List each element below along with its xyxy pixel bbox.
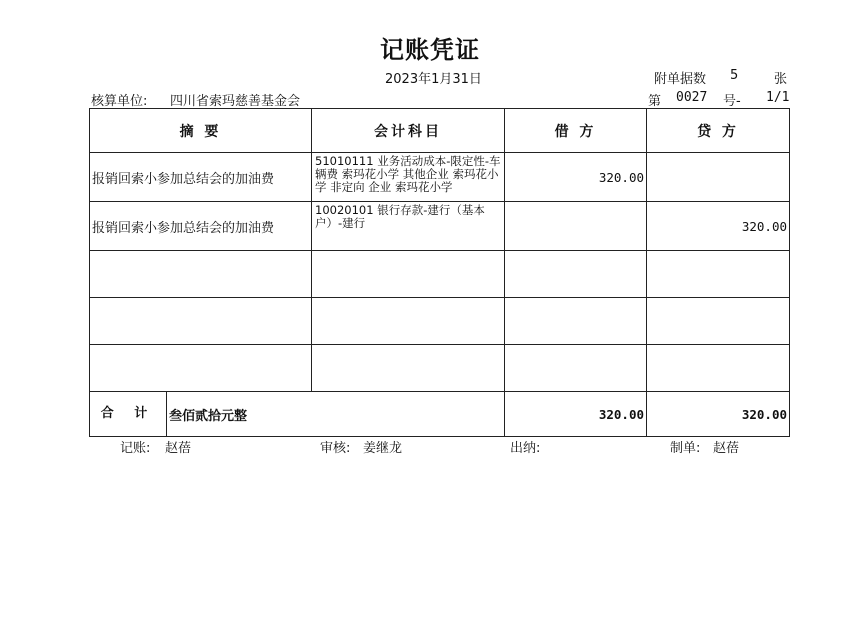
preparer-name: 赵蓓 xyxy=(713,441,740,456)
table-row-empty xyxy=(90,298,790,345)
entry-debit xyxy=(505,202,647,251)
table-row xyxy=(90,153,790,202)
preparer-label: 制单: xyxy=(670,441,701,456)
accounting-unit-label: 核算单位: xyxy=(91,94,148,109)
column-header-summary: 摘 要 xyxy=(90,109,312,153)
voucher-no-suffix: 号- xyxy=(723,94,741,109)
reviewer-name: 姜继龙 xyxy=(363,441,403,456)
voucher-page: 1/1 xyxy=(766,90,790,105)
accounting-unit-name: 四川省索玛慈善基金会 xyxy=(170,94,301,109)
empty-cell xyxy=(312,251,505,298)
bookkeeper-name: 赵蓓 xyxy=(165,441,192,456)
empty-cell xyxy=(90,345,312,392)
entry-summary: 报销回索小参加总结会的加油费 xyxy=(90,153,312,202)
reviewer-label: 审核: xyxy=(320,441,351,456)
empty-cell xyxy=(505,345,647,392)
voucher-title: 记账凭证 xyxy=(380,35,480,64)
entry-summary: 报销回索小参加总结会的加油费 xyxy=(90,202,312,251)
entry-debit: 320.00 xyxy=(505,153,647,202)
empty-cell xyxy=(312,345,505,392)
bookkeeper-label: 记账: xyxy=(120,441,151,456)
voucher-table xyxy=(89,108,790,437)
empty-cell xyxy=(647,298,790,345)
table-row-empty xyxy=(90,345,790,392)
attachments-label: 附单据数 xyxy=(654,72,707,87)
table-header-row xyxy=(90,109,790,153)
empty-cell xyxy=(647,345,790,392)
entry-credit: 320.00 xyxy=(647,202,790,251)
entry-account: 10020101 银行存款-建行（基本户）-建行 xyxy=(312,202,505,251)
empty-cell xyxy=(647,251,790,298)
attachments-count: 5 xyxy=(730,68,739,83)
column-header-credit: 贷 方 xyxy=(647,109,790,153)
column-header-debit: 借 方 xyxy=(505,109,647,153)
entry-account: 51010111 业务活动成本-限定性-车辆费 索玛花小学 其他企业 索玛花小学 非定向 企业 索玛花小学 xyxy=(312,153,505,202)
total-amount-words: 叁佰贰拾元整 xyxy=(169,408,248,424)
table-row-empty xyxy=(90,251,790,298)
cashier-label: 出纳: xyxy=(510,441,541,456)
voucher-no: 0027 xyxy=(676,90,708,105)
voucher-date: 2023年1月31日 xyxy=(385,72,482,87)
total-row xyxy=(90,392,790,437)
entry-credit xyxy=(647,153,790,202)
total-debit: 320.00 xyxy=(505,392,647,437)
total-label: 合 计 xyxy=(90,392,167,436)
empty-cell xyxy=(90,251,312,298)
empty-cell xyxy=(90,298,312,345)
empty-cell xyxy=(312,298,505,345)
table-row xyxy=(90,202,790,251)
column-header-account: 会计科目 xyxy=(312,109,505,153)
voucher-no-label: 第 xyxy=(648,94,662,109)
attachments-unit: 张 xyxy=(774,72,788,87)
empty-cell xyxy=(505,298,647,345)
total-label-cell xyxy=(90,392,505,437)
empty-cell xyxy=(505,251,647,298)
total-credit: 320.00 xyxy=(647,392,790,437)
